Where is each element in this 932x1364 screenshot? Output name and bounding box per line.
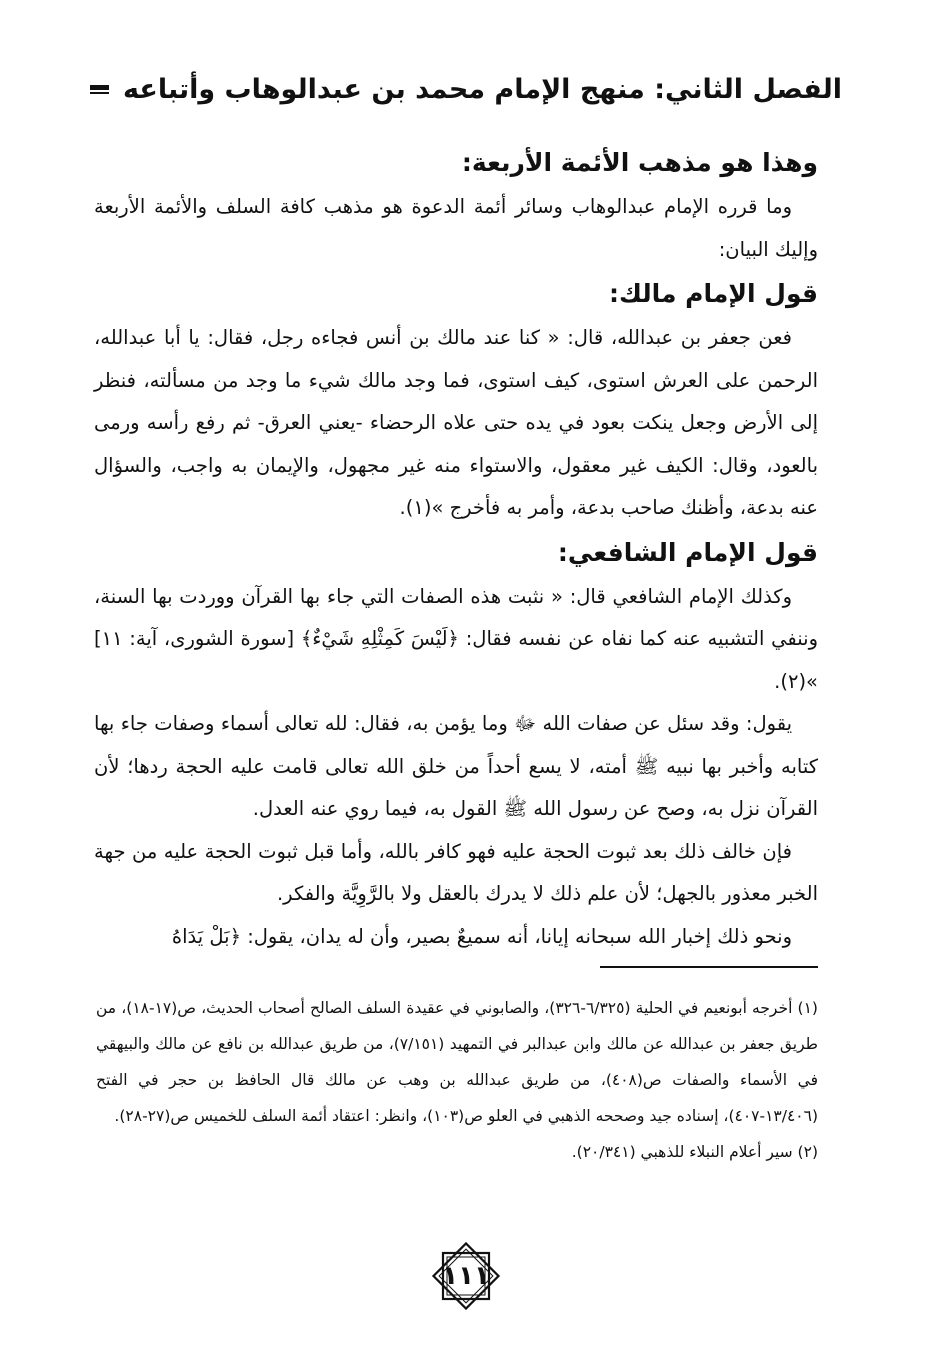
paragraph: فعن جعفر بن عبدالله، قال: « كنا عند مالك بن أنس فجاءه رجل، فقال: يا أبا عبدالله، الرحمن على العرش استوى، كيف استوى، فما وجد مالك شيء ما وجد من مسألته، فنظر إلى الأرض وجعل ينكت بعود في يده حتى علاه الرحضاء -يعني العرق- ثم رفع رأسه ورمى بالعود، وقال: الكيف غير معقول، والاستواء منه غير مجهول، والإيمان به واجب، والسؤال عنه بدعة، وأظنك صاحب بدعة، وأمر به فأخرج »(١). bbox=[94, 326, 818, 519]
page-number-ornament bbox=[426, 1236, 506, 1316]
running-header bbox=[90, 74, 842, 105]
footnote-separator bbox=[600, 966, 818, 968]
main-text bbox=[94, 140, 818, 958]
footnote-1: (١) أخرجه أبونعيم في الحلية (٦/٣٢٥-٣٢٦)، والصابوني في عقيدة السلف الصالح أصحاب الحديث، ص(١٧-١٨)، من طريق جعفر بن عبدالله عن مالك وابن عبدالبر في التمهيد (٧/١٥١)، من طريق عبدالله بن نافع عن مالك والبيهقي في الأسماء والصفات ص(٤٠٨)، من طريق عبدالله بن وهب عن مالك قال الحافظ بن حجر في الفتح (١٣/٤٠٦-٤٠٧)، إسناده جيد وصححه الذهبي في العلو ص(١٠٣)، وانظر: اعتقاد أئمة السلف للخميس ص(٢٧-٢٨). bbox=[96, 999, 818, 1125]
page-number: ١١١ bbox=[442, 1261, 490, 1291]
section-heading-shafii: قول الإمام الشافعي: bbox=[557, 537, 818, 567]
section-heading-malik: قول الإمام مالك: bbox=[608, 279, 818, 308]
paragraph: فإن خالف ذلك بعد ثبوت الحجة عليه فهو كافر بالله، وأما قبل ثبوت الحجة عليه من جهة الخبر معذور بالجهل؛ لأن علم ذلك لا يدرك بالعقل ولا بالرَّوِيَّة والفكر. bbox=[94, 839, 818, 905]
section-heading-four-imams: وهذا هو مذهب الأئمة الأربعة: bbox=[461, 148, 818, 177]
paragraph: يقول: وقد سئل عن صفات الله ﷻ وما يؤمن به، فقال: لله تعالى أسماء وصفات جاء بها كتابه وأخبر بها نبيه ﷺ أمته، لا يسع أحداً من خلق الله تعالى قامت عليه الحجة ردها؛ لأن القرآن نزل به، وصح عن رسول الله ﷺ القول به، فيما روي عنه العدل. bbox=[94, 712, 818, 820]
paragraph: وما قرره الإمام عبدالوهاب وسائر أئمة الدعوة هو مذهب كافة السلف والأئمة الأربعة وإليك البيان: bbox=[94, 195, 818, 261]
footnotes bbox=[96, 990, 818, 1170]
header-rule bbox=[90, 85, 109, 94]
chapter-title: الفصل الثاني: منهج الإمام محمد بن عبدالوهاب وأتباعه bbox=[123, 74, 842, 105]
paragraph: ونحو ذلك إخبار الله سبحانه إيانا، أنه سميعٌ بصير، وأن له يدان، يقول: ﴿بَلْ يَدَاهُ bbox=[171, 924, 792, 948]
paragraph: وكذلك الإمام الشافعي قال: « نثبت هذه الصفات التي جاء بها القرآن ووردت بها السنة، وننفي التشبيه عنه كما نفاه عن نفسه فقال: ﴿لَيْسَ كَمِثْلِهِ شَيْءٌ﴾ [سورة الشورى، آية: ١١] »(٢). bbox=[94, 584, 818, 693]
footnote-2: (٢) سير أعلام النبلاء للذهبي (٢٠/٣٤١). bbox=[571, 1143, 818, 1161]
